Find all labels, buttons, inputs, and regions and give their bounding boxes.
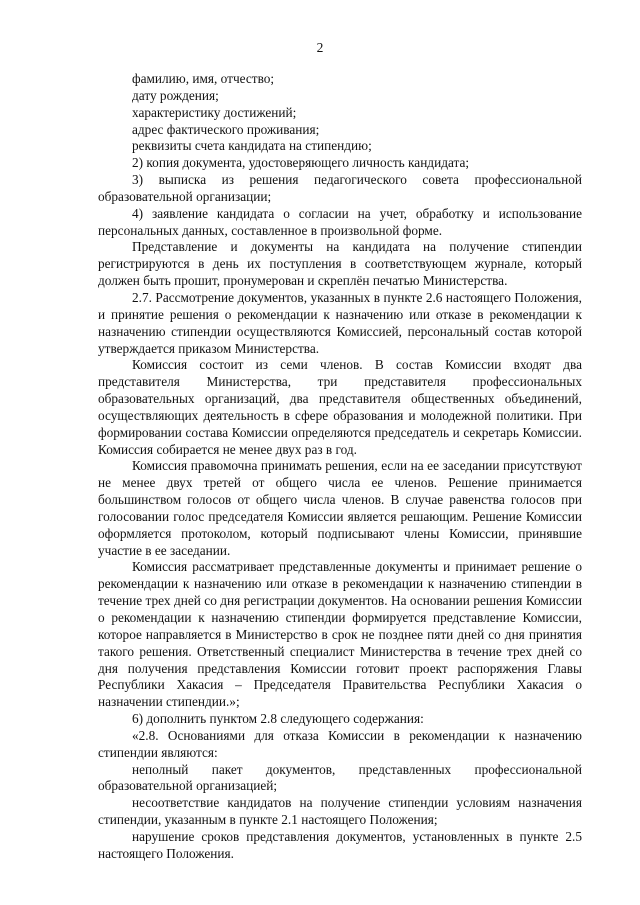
page-number: 2 xyxy=(316,40,324,55)
list-item-achievements: характеристику достижений; xyxy=(132,104,297,120)
list-item-council-extract: 3) выписка из решения педагогического совета профессиональной образовательной организации; xyxy=(98,172,582,204)
paragraph-commission-review: Комиссия рассматривает представленные документы и принимает решение о рекомендации к назначению или отказе в рекомендации к назначению стипендии в течение трех дней со дня регистрации документов. На основании решения Комиссии о рекомендации к назначению стипендии формируется представление Комиссии, которое направляется в Министерство в срок не позднее пяти дней со дня принятия такого решения. Ответственный специалист Министерства в течение трех дней со дня получения представления Комиссии готовит проект распоряжения Главы Республики Хакасия – Председателя Правительства Республики Хакасия о назначении стипендии.»; xyxy=(98,559,582,710)
list-item-address: адрес фактического проживания; xyxy=(132,121,320,137)
list-item-full-name: фамилию, имя, отчество; xyxy=(132,71,275,86)
list-item-deadline-violation: нарушение сроков представления документов, установленных в пункте 2.5 настоящего Положения. xyxy=(98,828,582,861)
paragraph-commission-quorum: Комиссия правомочна принимать решения, если на ее заседании присутствуют не менее двух третей от общего числа ее членов. Решение принимается большинством голосов от общего числа членов. В случае равенства голосов при голосовании голос председателя Комиссии является решающим. Решение Комиссии оформляется протоколом, который подписывают члены Комиссии, принявшие участие в ее заседании. xyxy=(98,458,582,558)
list-item-identity-document: 2) копия документа, удостоверяющего личность кандидата; xyxy=(132,155,470,171)
paragraph-commission-composition: представителя Министерства, три представителя профессиональных образовательных организаций, два представителя общественных объединений, осуществляющих деятельность в сфере образования и молодежной политики. При формировании состава Комиссии определяются председатель и секретарь Комиссии. Комиссия собирается не менее двух раз в год. xyxy=(98,374,582,457)
paragraph-2-7: 2.7. Рассмотрение документов, указанных в пункте 2.6 настоящего Положения, и принятие решения о рекомендации к назначению или отказе в рекомендации к назначению стипендии осуществляются Комиссией, персональный состав которой утверждается приказом Министерства. xyxy=(98,289,582,356)
list-item-bank-details: реквизиты счета кандидата на стипендию; xyxy=(132,138,372,154)
paragraph-registration: Представление и документы на кандидата на получение стипендии регистрируются в день их поступления в соответствующем журнале, который должен быть прошит, пронумерован и скреплён печатью Министерства. xyxy=(98,239,582,289)
paragraph-2-8: «2.8. Основаниями для отказа Комиссии в рекомендации к назначению стипендии являются: xyxy=(98,727,582,760)
list-item-consent-statement: 4) заявление кандидата о согласии на учет, обработку и использование персональных данных, составленное в произвольной форме. xyxy=(98,205,582,238)
list-item-incomplete-package: неполный пакет документов, представленных профессиональной образовательной организацией; xyxy=(98,761,582,794)
document-body xyxy=(98,71,582,863)
list-item-nonconformity: несоответствие кандидатов на получение стипендии условиям назначения стипендии, указанным в пункте 2.1 настоящего Положения; xyxy=(98,795,582,828)
paragraph-commission-composition-line1: Комиссия состоит из семи членов. В состав Комиссии входят два xyxy=(132,357,582,373)
list-item-birth-date: дату рождения; xyxy=(132,87,219,103)
paragraph-amendment-6: 6) дополнить пунктом 2.8 следующего содержания: xyxy=(132,711,424,727)
